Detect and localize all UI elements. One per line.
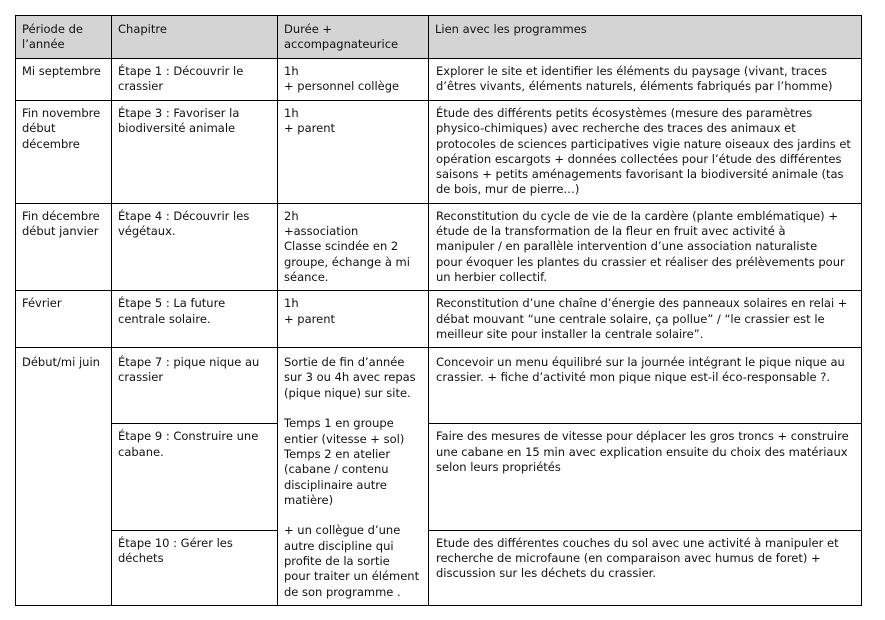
header-periode: Période de l’année xyxy=(16,16,112,59)
table-row xyxy=(16,424,862,531)
lien-cell: Etude des différentes couches du sol avec une activité à manipuler et recherche de microfaune (en comparaison avec humus de foret) + discussion sur les déchets du crassier. xyxy=(429,530,862,605)
table-row xyxy=(16,101,862,204)
chapitre-cell: Étape 5 : La future centrale solaire. xyxy=(112,291,278,348)
duree-cell: 2h +association Classe scindée en 2 groupe, échange à mi séance. xyxy=(278,203,429,290)
periode-cell: Février xyxy=(16,291,112,348)
chapitre-cell: Étape 1 : Découvrir le crassier xyxy=(112,59,278,101)
programme-table xyxy=(15,15,862,606)
periode-cell: Mi septembre xyxy=(16,59,112,101)
header-row xyxy=(16,16,862,59)
lien-cell: Faire des mesures de vitesse pour déplacer les gros troncs + construire une cabane en 15 min avec explication ensuite du choix des matériaux selon leurs propriétés xyxy=(429,424,862,531)
chapitre-cell: Étape 10 : Gérer les déchets xyxy=(112,530,278,605)
periode-cell: Fin décembre début janvier xyxy=(16,203,112,290)
duree-cell: 1h + parent xyxy=(278,101,429,204)
periode-cell: Début/mi juin xyxy=(16,348,112,606)
header-duree: Durée + accompagnateurice xyxy=(278,16,429,59)
table-row xyxy=(16,348,862,424)
chapitre-cell: Étape 9 : Construire une cabane. xyxy=(112,424,278,531)
lien-cell: Concevoir un menu équilibré sur la journée intégrant le pique nique au crassier. + fiche d’activité mon pique nique est-il éco-responsable ?. xyxy=(429,348,862,424)
periode-cell: Fin novembre début décembre xyxy=(16,101,112,204)
chapitre-cell: Étape 7 : pique nique au crassier xyxy=(112,348,278,424)
lien-cell: Explorer le site et identifier les éléments du paysage (vivant, traces d’êtres vivants, éléments naturels, éléments fabriqués par l’homme) xyxy=(429,59,862,101)
table-row xyxy=(16,59,862,101)
table-row xyxy=(16,291,862,348)
header-lien: Lien avec les programmes xyxy=(429,16,862,59)
lien-cell: Étude des différents petits écosystèmes (mesure des paramètres physico-chimiques) avec recherche des traces des animaux et protocoles de sciences participatives vigie nature oiseaux des jardins et opération escargots + données collectées pour l’étude des différentes saisons + petits aménagements favorisant la biodiversité animale (tas de bois, mur de pierre…) xyxy=(429,101,862,204)
table-row xyxy=(16,203,862,290)
lien-cell: Reconstitution du cycle de vie de la cardère (plante emblématique) + étude de la transformation de la fleur en fruit avec activité à manipuler / en parallèle intervention d’une association naturaliste pour évoquer les plantes du crassier et réaliser des prélèvements pour un herbier collectif. xyxy=(429,203,862,290)
table-row xyxy=(16,530,862,605)
duree-cell: Sortie de fin d’année sur 3 ou 4h avec repas (pique nique) sur site. Temps 1 en groupe entier (vitesse + sol) Temps 2 en atelier (cabane / contenu disciplinaire autre matière) + un collègue d’une autre discipline qui profite de la sortie pour traiter un élément de son programme . xyxy=(278,348,429,606)
header-chapitre: Chapitre xyxy=(112,16,278,59)
duree-cell: 1h + parent xyxy=(278,291,429,348)
chapitre-cell: Étape 3 : Favoriser la biodiversité animale xyxy=(112,101,278,204)
lien-cell: Reconstitution d’une chaîne d’énergie des panneaux solaires en relai + débat mouvant “une centrale solaire, ça pollue” / “le crassier est le meilleur site pour installer la centrale solaire”. xyxy=(429,291,862,348)
duree-cell: 1h + personnel collège xyxy=(278,59,429,101)
chapitre-cell: Étape 4 : Découvrir les végétaux. xyxy=(112,203,278,290)
